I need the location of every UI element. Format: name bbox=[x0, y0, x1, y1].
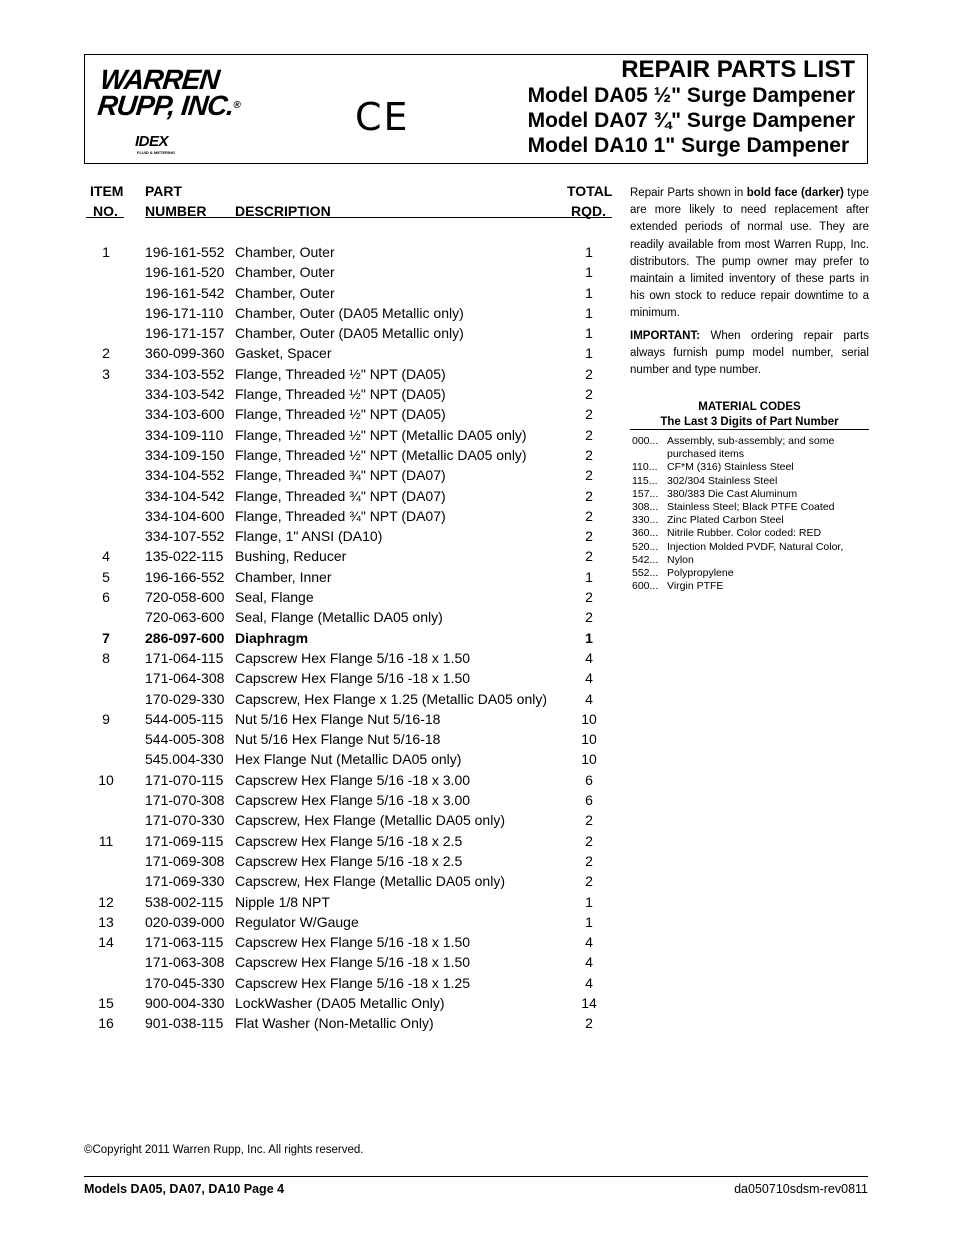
quantity: 2 bbox=[585, 812, 593, 829]
part-number: 334-103-600 bbox=[145, 406, 225, 423]
parts-table bbox=[84, 242, 624, 1034]
material-code: 600... bbox=[632, 580, 659, 593]
quantity: 4 bbox=[585, 974, 593, 991]
table-row bbox=[84, 303, 624, 323]
item-number: 12 bbox=[98, 893, 114, 910]
quantity: 2 bbox=[585, 507, 593, 524]
description: Chamber, Outer bbox=[235, 244, 335, 260]
table-row bbox=[84, 506, 624, 526]
important-label: IMPORTANT: bbox=[630, 329, 701, 342]
material-code-item bbox=[632, 554, 869, 567]
description: Flange, Threaded ¾" NPT (DA07) bbox=[235, 467, 446, 484]
material-codes-subtitle: The Last 3 Digits of Part Number bbox=[660, 416, 839, 428]
table-row bbox=[84, 749, 624, 769]
table-row bbox=[84, 952, 624, 972]
item-number: 15 bbox=[98, 994, 114, 1011]
material-code: 157... bbox=[632, 487, 659, 500]
material-description: Zinc Plated Carbon Steel bbox=[667, 514, 784, 527]
part-number: 171-070-308 bbox=[145, 792, 225, 809]
model-line-da07: Model DA07 ¾" Surge Dampener bbox=[527, 109, 855, 132]
description: Chamber, Outer bbox=[235, 284, 335, 301]
quantity: 2 bbox=[585, 528, 593, 545]
material-code-item bbox=[632, 541, 869, 554]
quantity: 14 bbox=[581, 994, 597, 1011]
note-paragraph-2 bbox=[630, 328, 869, 380]
material-code: 520... bbox=[632, 540, 659, 553]
quantity: 1 bbox=[585, 264, 593, 281]
part-number: 171-069-308 bbox=[145, 852, 225, 869]
title-block bbox=[528, 57, 855, 158]
part-number: 360-099-360 bbox=[145, 345, 225, 362]
item-number: 4 bbox=[102, 548, 110, 565]
part-number: 334-103-542 bbox=[145, 386, 225, 403]
quantity: 10 bbox=[581, 751, 597, 768]
item-number: 7 bbox=[102, 629, 110, 646]
material-description: 302/304 Stainless Steel bbox=[667, 474, 778, 487]
table-row bbox=[84, 709, 624, 729]
table-row bbox=[84, 384, 624, 404]
quantity: 2 bbox=[585, 386, 593, 403]
quantity: 1 bbox=[585, 304, 593, 321]
description: Hex Flange Nut (Metallic DA05 only) bbox=[235, 751, 462, 768]
logo-line-2: RUPP, INC. bbox=[96, 90, 236, 121]
header-rule-item bbox=[86, 217, 124, 218]
note-text: When ordering repair parts always furnish pump model number, serial number and type number. bbox=[630, 329, 869, 377]
part-number: 020-039-000 bbox=[145, 913, 225, 930]
part-number: 720-063-600 bbox=[145, 609, 225, 626]
table-row bbox=[84, 770, 624, 790]
quantity: 2 bbox=[585, 832, 593, 849]
material-description: Nitrile Rubber. Color coded: RED bbox=[667, 527, 822, 540]
description: Capscrew, Hex Flange (Metallic DA05 only) bbox=[235, 812, 505, 829]
description: Capscrew, Hex Flange (Metallic DA05 only) bbox=[235, 873, 505, 890]
material-code: 308... bbox=[632, 501, 659, 514]
description: Nut 5/16 Hex Flange Nut 5/16-18 bbox=[235, 731, 441, 748]
table-row bbox=[84, 323, 624, 343]
description: Flange, Threaded ½" NPT (Metallic DA05 only) bbox=[235, 446, 527, 463]
quantity: 2 bbox=[585, 548, 593, 565]
quantity: 2 bbox=[585, 406, 593, 423]
table-row bbox=[84, 871, 624, 891]
description: Chamber, Outer (DA05 Metallic only) bbox=[235, 325, 464, 342]
part-number: 901-038-115 bbox=[145, 1015, 224, 1032]
part-number: 196-161-542 bbox=[145, 284, 225, 301]
item-number: 1 bbox=[102, 244, 110, 260]
header-item-1: ITEM bbox=[90, 183, 124, 199]
part-number: 170-045-330 bbox=[145, 974, 225, 991]
material-code: 360... bbox=[632, 527, 659, 540]
logo-line-1: WARREN bbox=[98, 64, 221, 95]
part-number: 544-005-115 bbox=[145, 710, 224, 727]
description: Capscrew Hex Flange 5/16 -18 x 1.50 bbox=[235, 934, 471, 951]
material-code-item bbox=[632, 501, 869, 514]
part-number: 135-022-115 bbox=[145, 548, 224, 565]
part-number: 720-058-600 bbox=[145, 589, 225, 606]
header-rule-main bbox=[145, 217, 612, 218]
part-number: 334-104-552 bbox=[145, 467, 225, 484]
quantity: 2 bbox=[585, 1015, 593, 1032]
item-number: 3 bbox=[102, 365, 110, 382]
copyright: ©Copyright 2011 Warren Rupp, Inc. All rights reserved. bbox=[84, 1144, 364, 1156]
description: Capscrew Hex Flange 5/16 -18 x 2.5 bbox=[235, 832, 463, 849]
item-number: 16 bbox=[98, 1015, 114, 1032]
description: Chamber, Inner bbox=[235, 568, 332, 585]
part-number: 171-064-308 bbox=[145, 670, 225, 687]
description: Chamber, Outer (DA05 Metallic only) bbox=[235, 304, 464, 321]
description: Regulator W/Gauge bbox=[235, 913, 359, 930]
footer-rule bbox=[84, 1176, 868, 1177]
description: Flange, Threaded ½" NPT (DA05) bbox=[235, 406, 446, 423]
footer-page-label: Models DA05, DA07, DA10 Page 4 bbox=[84, 1182, 285, 1196]
material-codes-list bbox=[632, 435, 869, 593]
warren-rupp-logo bbox=[96, 64, 244, 121]
quantity: 2 bbox=[585, 467, 593, 484]
description: Capscrew Hex Flange 5/16 -18 x 1.25 bbox=[235, 974, 471, 991]
table-row bbox=[84, 790, 624, 810]
table-row bbox=[84, 689, 624, 709]
quantity: 2 bbox=[585, 589, 593, 606]
model-line-da05: Model DA05 ½" Surge Dampener bbox=[527, 84, 855, 107]
note-text: type are more likely to need replacement after extended periods of normal use. They are readily available from most Warren Rupp, Inc. distributors. The pump owner may prefer to maintain a limited inventory of these parts in his own stock to reduce repair downtime to a minimum. bbox=[630, 187, 869, 320]
part-number: 334-109-110 bbox=[145, 426, 224, 443]
part-number: 286-097-600 bbox=[145, 629, 225, 646]
quantity: 4 bbox=[585, 954, 593, 971]
idex-subtitle: FLUID & METERING bbox=[137, 150, 175, 155]
table-row bbox=[84, 831, 624, 851]
description: Capscrew Hex Flange 5/16 -18 x 2.5 bbox=[235, 852, 463, 869]
material-description: Virgin PTFE bbox=[667, 580, 724, 593]
header-part-2: NUMBER bbox=[145, 203, 207, 219]
quantity: 1 bbox=[585, 893, 593, 910]
quantity: 2 bbox=[585, 873, 593, 890]
part-number: 171-063-115 bbox=[145, 934, 224, 951]
quantity: 1 bbox=[585, 568, 593, 585]
header-item-2: NO. bbox=[93, 203, 118, 219]
part-number: 334-104-600 bbox=[145, 507, 225, 524]
model-line-da10: Model DA10 1" Surge Dampener bbox=[527, 134, 850, 157]
quantity: 10 bbox=[581, 710, 597, 727]
part-number: 538-002-115 bbox=[145, 893, 224, 910]
part-number: 196-161-520 bbox=[145, 264, 225, 281]
table-row bbox=[84, 851, 624, 871]
description: Capscrew Hex Flange 5/16 -18 x 1.50 bbox=[235, 670, 471, 687]
material-description: Assembly, sub-assembly; and some purchased items bbox=[667, 435, 835, 461]
description: Capscrew Hex Flange 5/16 -18 x 1.50 bbox=[235, 954, 471, 971]
footer-doc-id: da050710sdsm-rev0811 bbox=[734, 1182, 868, 1196]
page-title: REPAIR PARTS LIST bbox=[621, 56, 855, 83]
description: Flange, Threaded ½" NPT (DA05) bbox=[235, 365, 446, 382]
material-codes-rule bbox=[630, 429, 869, 430]
table-row bbox=[84, 1013, 624, 1033]
part-number: 170-029-330 bbox=[145, 690, 225, 707]
part-number: 544-005-308 bbox=[145, 731, 225, 748]
part-number: 334-107-552 bbox=[145, 528, 225, 545]
table-row bbox=[84, 729, 624, 749]
table-row bbox=[84, 607, 624, 627]
quantity: 2 bbox=[585, 487, 593, 504]
material-code: 000... bbox=[632, 435, 659, 447]
table-row bbox=[84, 648, 624, 668]
material-codes-title: MATERIAL CODES bbox=[698, 401, 801, 413]
table-row bbox=[84, 932, 624, 952]
material-code-item bbox=[632, 514, 869, 527]
description: Nipple 1/8 NPT bbox=[235, 893, 330, 910]
description: Flange, Threaded ¾" NPT (DA07) bbox=[235, 487, 446, 504]
description: Chamber, Outer bbox=[235, 264, 335, 281]
table-row bbox=[84, 404, 624, 424]
note-bold-text: bold face (darker) bbox=[746, 187, 844, 199]
quantity: 4 bbox=[585, 690, 593, 707]
description: Diaphragm bbox=[235, 629, 309, 646]
description: Gasket, Spacer bbox=[235, 345, 332, 362]
part-number: 196-161-552 bbox=[145, 244, 225, 260]
table-row bbox=[84, 587, 624, 607]
idex-logo: IDEX bbox=[135, 133, 169, 150]
quantity: 1 bbox=[585, 284, 593, 301]
description: Bushing, Reducer bbox=[235, 548, 347, 565]
item-number: 13 bbox=[98, 913, 114, 930]
note-paragraph-1 bbox=[630, 185, 869, 323]
description: Flat Washer (Non-Metallic Only) bbox=[235, 1015, 434, 1032]
header-box bbox=[84, 54, 868, 164]
material-code-item bbox=[632, 435, 869, 461]
description: LockWasher (DA05 Metallic Only) bbox=[235, 994, 445, 1011]
material-code-item bbox=[632, 567, 869, 580]
part-number: 900-004-330 bbox=[145, 994, 225, 1011]
item-number: 5 bbox=[102, 568, 110, 585]
quantity: 1 bbox=[585, 325, 593, 342]
description: Nut 5/16 Hex Flange Nut 5/16-18 bbox=[235, 710, 441, 727]
quantity: 6 bbox=[585, 771, 593, 788]
table-row bbox=[84, 262, 624, 282]
material-code: 542... bbox=[632, 553, 659, 566]
quantity: 4 bbox=[585, 670, 593, 687]
item-number: 9 bbox=[102, 710, 110, 727]
part-number: 171-070-115 bbox=[145, 771, 224, 788]
quantity: 2 bbox=[585, 852, 593, 869]
description: Capscrew, Hex Flange x 1.25 (Metallic DA05 only) bbox=[235, 690, 548, 707]
material-code: 330... bbox=[632, 514, 659, 527]
material-code-item bbox=[632, 580, 869, 593]
part-number: 171-064-115 bbox=[145, 649, 224, 666]
material-description: Nylon bbox=[667, 553, 694, 566]
table-row bbox=[84, 242, 624, 262]
header-qty-2: RQD. bbox=[571, 203, 606, 219]
part-number: 171-069-115 bbox=[145, 832, 224, 849]
quantity: 2 bbox=[585, 446, 593, 463]
part-number: 334-109-150 bbox=[145, 446, 225, 463]
quantity: 1 bbox=[585, 913, 593, 930]
material-description: 380/383 Die Cast Aluminum bbox=[667, 487, 798, 500]
quantity: 1 bbox=[585, 345, 593, 362]
part-number: 171-069-330 bbox=[145, 873, 225, 890]
description: Flange, 1" ANSI (DA10) bbox=[235, 528, 383, 545]
table-row bbox=[84, 364, 624, 384]
item-number: 6 bbox=[102, 589, 110, 606]
material-code: 110... bbox=[632, 461, 658, 474]
material-code-item bbox=[632, 475, 869, 488]
material-description: Injection Molded PVDF, Natural Color, bbox=[667, 540, 844, 553]
header-description: DESCRIPTION bbox=[235, 203, 331, 219]
table-row bbox=[84, 892, 624, 912]
description: Flange, Threaded ½" NPT (DA05) bbox=[235, 386, 446, 403]
quantity: 1 bbox=[585, 244, 593, 260]
quantity: 1 bbox=[585, 629, 593, 646]
part-number: 196-166-552 bbox=[145, 568, 225, 585]
description: Capscrew Hex Flange 5/16 -18 x 3.00 bbox=[235, 792, 471, 809]
part-number: 545.004-330 bbox=[145, 751, 224, 768]
table-row bbox=[84, 283, 624, 303]
material-description: Stainless Steel; Black PTFE Coated bbox=[667, 501, 835, 514]
material-code-item bbox=[632, 527, 869, 540]
table-row bbox=[84, 993, 624, 1013]
quantity: 2 bbox=[585, 426, 593, 443]
table-row bbox=[84, 567, 624, 587]
material-code: 115... bbox=[632, 474, 658, 487]
table-row bbox=[84, 546, 624, 566]
part-number: 334-104-542 bbox=[145, 487, 225, 504]
part-number: 196-171-110 bbox=[145, 304, 224, 321]
registered-mark: ® bbox=[232, 100, 241, 111]
quantity: 2 bbox=[585, 609, 593, 626]
table-row bbox=[84, 343, 624, 363]
description: Seal, Flange (Metallic DA05 only) bbox=[235, 609, 443, 626]
material-code-item bbox=[632, 488, 869, 501]
table-row bbox=[84, 445, 624, 465]
quantity: 6 bbox=[585, 792, 593, 809]
description: Flange, Threaded ¾" NPT (DA07) bbox=[235, 507, 446, 524]
table-row bbox=[84, 973, 624, 993]
table-row bbox=[84, 526, 624, 546]
part-number: 334-103-552 bbox=[145, 365, 225, 382]
item-number: 11 bbox=[98, 832, 114, 849]
repair-notes bbox=[630, 185, 869, 384]
description: Seal, Flange bbox=[235, 589, 314, 606]
part-number: 171-063-308 bbox=[145, 954, 225, 971]
quantity: 10 bbox=[581, 731, 597, 748]
description: Flange, Threaded ½" NPT (Metallic DA05 only) bbox=[235, 426, 527, 443]
table-row bbox=[84, 912, 624, 932]
table-row bbox=[84, 810, 624, 830]
material-code: 552... bbox=[632, 567, 659, 580]
description: Capscrew Hex Flange 5/16 -18 x 3.00 bbox=[235, 771, 471, 788]
item-number: 2 bbox=[102, 345, 110, 362]
material-code-item bbox=[632, 461, 869, 474]
description: Capscrew Hex Flange 5/16 -18 x 1.50 bbox=[235, 649, 471, 666]
part-number: 171-070-330 bbox=[145, 812, 225, 829]
header-part-1: PART bbox=[145, 183, 183, 199]
material-codes-heading bbox=[630, 400, 869, 430]
table-row bbox=[84, 668, 624, 688]
table-row bbox=[84, 628, 624, 648]
part-number: 196-171-157 bbox=[145, 325, 225, 342]
quantity: 2 bbox=[585, 365, 593, 382]
table-row bbox=[84, 486, 624, 506]
ce-mark: CE bbox=[355, 95, 410, 139]
note-text: Repair Parts shown in bbox=[630, 187, 747, 199]
quantity: 4 bbox=[585, 649, 593, 666]
item-number: 8 bbox=[102, 649, 110, 666]
header-qty-1: TOTAL bbox=[567, 183, 613, 199]
table-row bbox=[84, 465, 624, 485]
item-number: 10 bbox=[98, 771, 114, 788]
quantity: 4 bbox=[585, 934, 593, 951]
item-number: 14 bbox=[98, 934, 114, 951]
table-row bbox=[84, 425, 624, 445]
material-description: Polypropylene bbox=[667, 567, 734, 580]
material-description: CF*M (316) Stainless Steel bbox=[667, 461, 794, 474]
